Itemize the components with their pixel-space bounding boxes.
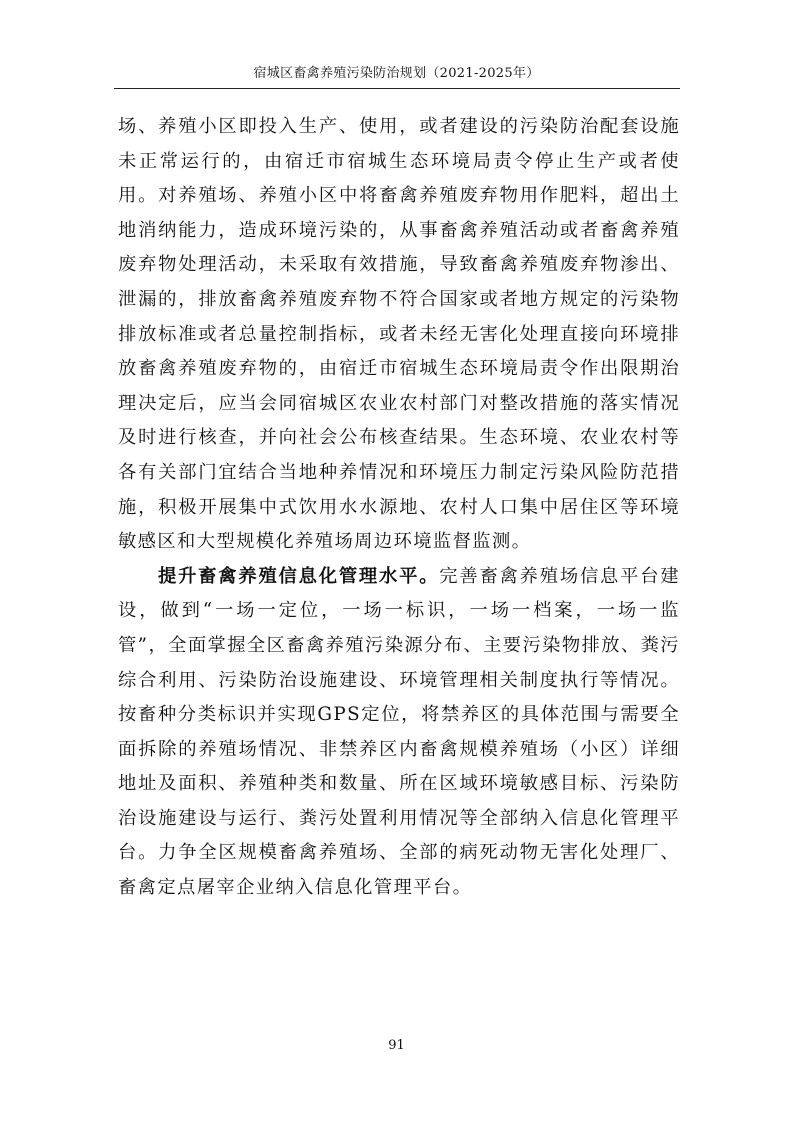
paragraph-lead-heading: 提升畜禽养殖信息化管理水平。	[158, 565, 440, 587]
paragraph-continued	[118, 110, 680, 560]
paragraph-text: 完善畜禽养殖场信息平台建设，做到“一场一定位，一场一标识，一场一档案，一场一监管”，全面掌握全区畜禽养殖污染源分布、主要污染物排放、粪污综合利用、污染防治设施建设、环境管理相关制度执行等情况。按畜种分类标识并实现GPS定位，将禁养区的具体范围与需要全面拆除的养殖场情况、非禁养区内畜禽规模养殖场（小区）详细地址及面积、养殖种类和数量、所在区域环境敏感目标、污染防治设施建设与运行、粪污处置利用情况等全部纳入信息化管理平台。力争全区规模畜禽养殖场、全部的病死动物无害化处理厂、畜禽定点屠宰企业纳入信息化管理平台。	[118, 565, 680, 899]
page-number: 91	[388, 1038, 405, 1053]
paragraph-text: 场、养殖小区即投入生产、使用，或者建设的污染防治配套设施未正常运行的，由宿迁市宿城生态环境局责令停止生产或者使用。对养殖场、养殖小区中将畜禽养殖废弃物用作肥料，超出土地消纳能力，造成环境污染的，从事畜禽养殖活动或者畜禽养殖废弃物处理活动，未采取有效措施，导致畜禽养殖废弃物渗出、泄漏的，排放畜禽养殖废弃物不符合国家或者地方规定的污染物排放标准或者总量控制指标，或者未经无害化处理直接向环境排放畜禽养殖废弃物的，由宿迁市宿城生态环境局责令作出限期治理决定后，应当会同宿城区农业农村部门对整改措施的落实情况及时进行核查，并向社会公布核查结果。生态环境、农业农村等各有关部门宜结合当地种养情况和环境压力制定污染风险防范措施，积极开展集中式饮用水水源地、农村人口集中居住区等环境敏感区和大型规模化养殖场周边环境监督监测。	[118, 116, 680, 553]
body-text	[118, 110, 680, 906]
running-header: 宿城区畜禽养殖污染防治规划（2021-2025年）	[253, 66, 540, 81]
paragraph-info-management	[118, 560, 680, 906]
header-divider	[114, 88, 680, 89]
